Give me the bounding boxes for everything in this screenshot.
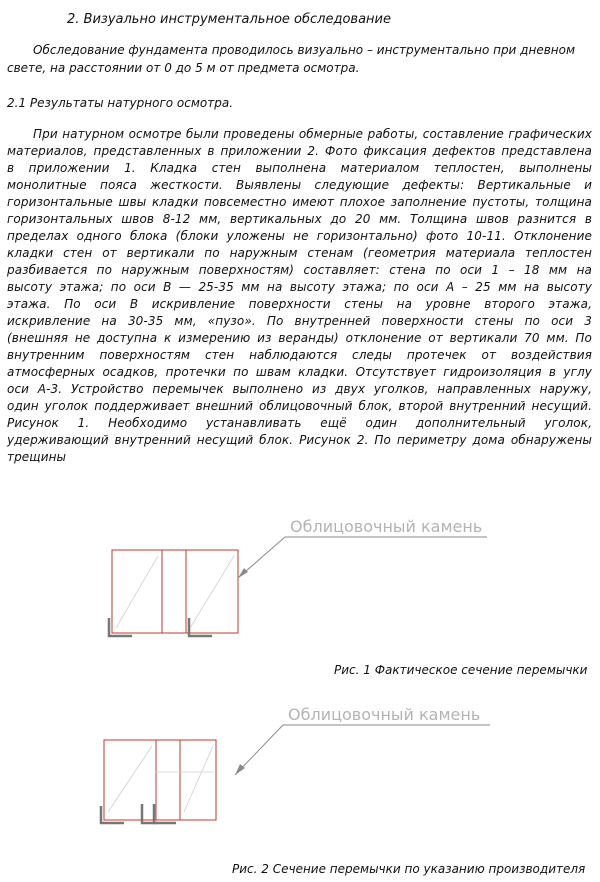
body-line: При натурном осмотре были проведены обмерные работы, составление графических xyxy=(33,127,592,141)
body-line: внутренним поверхностям стен наблюдаются следы протечек от воздействия xyxy=(7,348,592,362)
body-line: материалов, представленных в приложении 2. Фото фиксация дефектов представлена xyxy=(7,144,592,158)
leader-line-1 xyxy=(238,537,487,578)
body-line: оси А-3. Устройство перемычек выполнено из двух уголков, направленных наружу, xyxy=(7,382,592,396)
body-line: кладки стен от вертикали по наружным стенам (геометрия материала теплостен xyxy=(7,246,592,260)
section-heading: 2. Визуально инструментальное обследование xyxy=(67,12,391,27)
figure-1-blocks xyxy=(112,550,238,633)
block-hatch xyxy=(108,746,152,812)
insulation-block xyxy=(162,550,186,633)
body-line: пределах одного блока (блоки уложены не горизонтально) фото 10-11. Отклонение xyxy=(7,229,592,243)
figure-1-label: Облицовочный камень xyxy=(290,517,483,536)
body-line: горизонтальные швы кладки повсеместно имеют плохое заполнение пустоты, толщина xyxy=(7,195,592,209)
figure-2-label: Облицовочный камень xyxy=(288,705,481,724)
body-line: удерживающий внутренний несущий блок. Рисунок 2. По периметру дома обнаружены xyxy=(7,433,592,447)
figure-2-caption: Рис. 2 Сечение перемычки по указанию производителя xyxy=(232,862,586,876)
body-line: Рисунок 1. Необходимо устанавливать ещё один дополнительный уголок, xyxy=(7,416,592,430)
body-line: атмосферных осадков, протечки по швам кладки. Отсутствует гидроизоляция в углу xyxy=(7,365,592,379)
body-line: разбивается по наружным поверхностям) составляет: стена по оси 1 – 18 мм на xyxy=(7,263,592,277)
body-line: монолитные пояса жесткости. Выявлены следующие дефекты: Вертикальные и xyxy=(7,178,592,192)
body-line: в приложении 1. Кладка стен выполнена материалом теплостен, выполнены xyxy=(7,161,592,175)
leader-arrow-1 xyxy=(238,568,248,578)
block-hatch xyxy=(184,746,213,812)
body-line: трещины xyxy=(7,450,67,464)
body-line: высоту этажа; по оси В — 25-35 мм на высоту этажа; по оси А – 25 мм на высоту xyxy=(7,280,592,294)
body-line: горизонтальных швов 8-12 мм, вертикальных до 20 мм. Толщина швов разнится в xyxy=(7,212,592,226)
body-line: искривление на 30-35 мм, «пузо». По внутренней поверхности стены по оси 3 xyxy=(7,314,592,328)
body-line: (внешняя не доступна к измерению из веранды) отклонение от вертикали 70 мм. По xyxy=(7,331,592,345)
block-hatch xyxy=(190,556,234,628)
body-line: один уголок поддерживает внешний облицовочный блок, второй внутренний несущий. xyxy=(7,399,592,413)
insulation-block xyxy=(156,740,180,820)
subsection-heading: 2.1 Результаты натурного осмотра. xyxy=(7,96,234,110)
body-line: этажа. По оси В искривление поверхности стены на уровне второго этажа, xyxy=(7,297,592,311)
intro-line-1: Обследование фундамента проводилось визуально – инструментально при дневном xyxy=(33,43,576,57)
intro-line-2: свете, на расстоянии от 0 до 5 м от предмета осмотра. xyxy=(7,61,360,75)
figure-1-caption: Рис. 1 Фактическое сечение перемычки xyxy=(334,663,588,677)
block-hatch xyxy=(116,556,158,628)
leader-line-2 xyxy=(235,725,490,775)
figure-2-blocks xyxy=(104,740,216,820)
